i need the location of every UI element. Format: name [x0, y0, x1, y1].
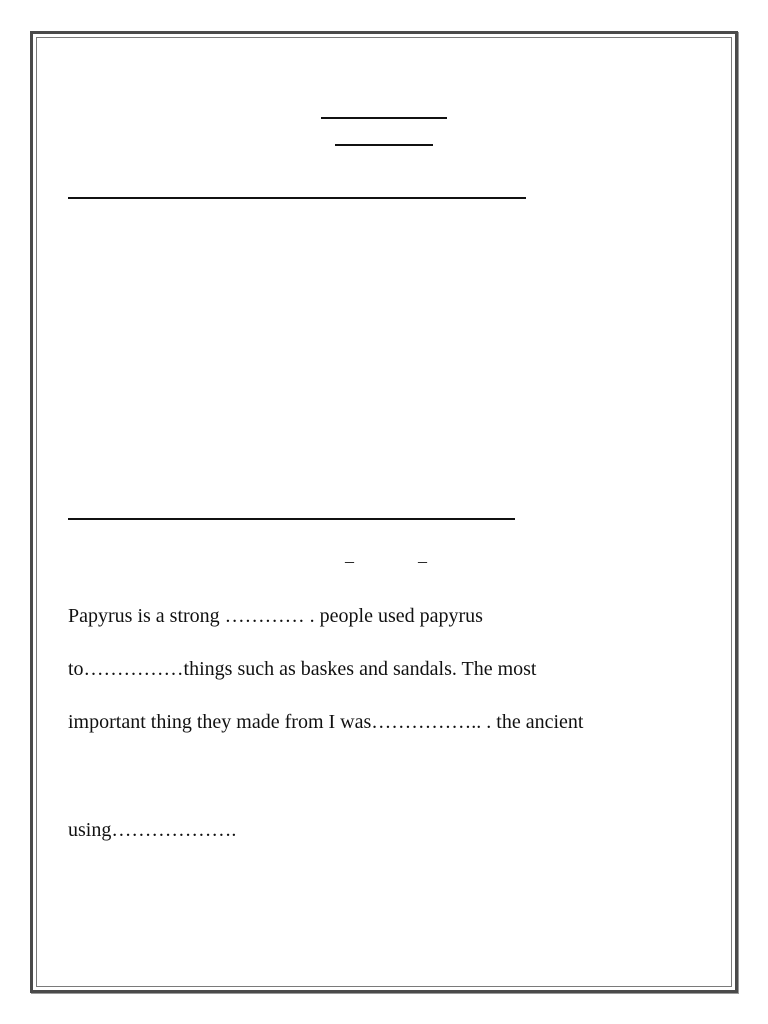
fill-in-line-4: using……………….: [68, 819, 237, 841]
section-rule: [68, 518, 515, 520]
fill-in-line-3: important thing they made from I was…………….. . the ancient: [68, 711, 584, 733]
title-rule-top: [321, 117, 447, 119]
fill-in-line-2: to……………things such as baskes and sandals. The most: [68, 658, 537, 680]
fill-in-line-1: Papyrus is a strong ………… . people used papyrus: [68, 605, 483, 627]
dash-mark-left: –: [345, 551, 354, 571]
page-border-inner: [36, 37, 732, 987]
dash-mark-right: –: [418, 551, 427, 571]
heading-rule: [68, 197, 526, 199]
title-rule-bottom: [335, 144, 433, 146]
